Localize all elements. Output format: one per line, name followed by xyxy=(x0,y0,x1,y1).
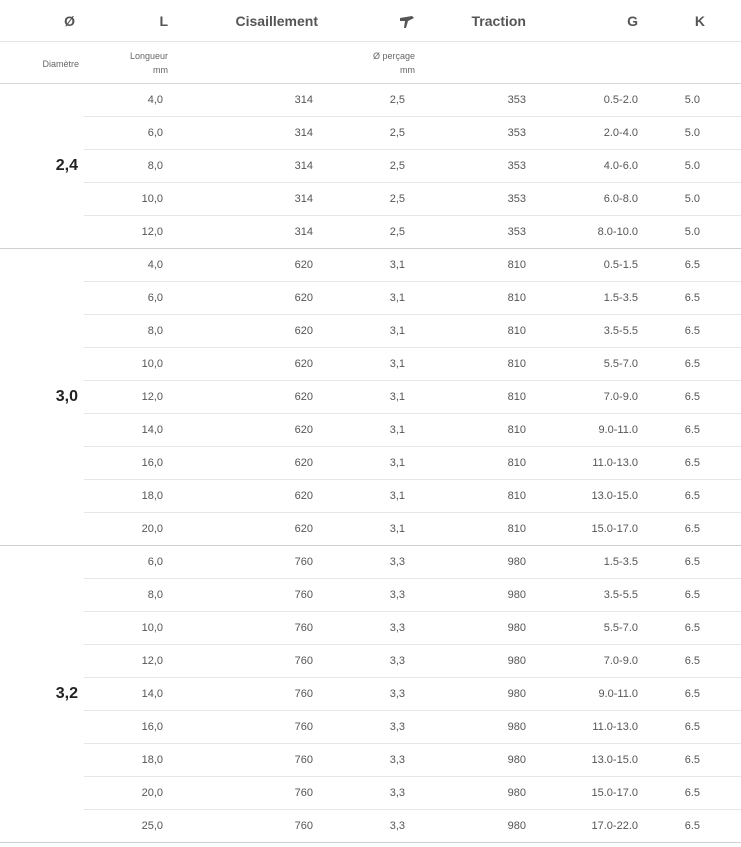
table-row xyxy=(0,579,741,612)
length-subheader-line2: mm xyxy=(153,65,168,75)
length-cell: 6,0 xyxy=(84,546,168,579)
g-cell: 15.0-17.0 xyxy=(526,513,638,546)
g-cell: 11.0-13.0 xyxy=(526,447,638,480)
shear-cell: 760 xyxy=(168,678,320,711)
k-cell: 6.5 xyxy=(638,579,741,612)
drill-cell: 3,1 xyxy=(320,381,415,414)
length-cell: 8,0 xyxy=(84,315,168,348)
shear-cell: 760 xyxy=(168,546,320,579)
shear-cell: 620 xyxy=(168,480,320,513)
traction-cell: 810 xyxy=(415,447,526,480)
g-cell: 6.0-8.0 xyxy=(526,183,638,216)
table-row xyxy=(0,414,741,447)
diameter-cell: 2,4 xyxy=(0,84,84,249)
table-row xyxy=(0,612,741,645)
traction-cell: 353 xyxy=(415,84,526,117)
traction-cell: 980 xyxy=(415,777,526,810)
traction-cell: 980 xyxy=(415,645,526,678)
shear-cell: 314 xyxy=(168,117,320,150)
table-row xyxy=(0,810,741,843)
table-row xyxy=(0,348,741,381)
g-cell: 0.5-2.0 xyxy=(526,84,638,117)
g-cell: 17.0-22.0 xyxy=(526,810,638,843)
shear-cell: 620 xyxy=(168,513,320,546)
length-cell: 14,0 xyxy=(84,678,168,711)
traction-cell: 810 xyxy=(415,513,526,546)
g-cell: 9.0-11.0 xyxy=(526,414,638,447)
traction-cell: 810 xyxy=(415,282,526,315)
length-cell: 16,0 xyxy=(84,447,168,480)
traction-cell: 810 xyxy=(415,414,526,447)
shear-cell: 314 xyxy=(168,84,320,117)
shear-cell: 620 xyxy=(168,315,320,348)
table-row xyxy=(0,315,741,348)
k-cell: 6.5 xyxy=(638,777,741,810)
length-cell: 18,0 xyxy=(84,480,168,513)
drill-cell: 3,3 xyxy=(320,579,415,612)
shear-cell: 760 xyxy=(168,810,320,843)
traction-cell: 810 xyxy=(415,381,526,414)
drill-cell: 3,1 xyxy=(320,282,415,315)
traction-cell: 980 xyxy=(415,612,526,645)
g-cell: 8.0-10.0 xyxy=(526,216,638,249)
g-cell: 1.5-3.5 xyxy=(526,282,638,315)
traction-cell: 980 xyxy=(415,678,526,711)
drill-subheader xyxy=(320,42,415,84)
k-cell: 6.5 xyxy=(638,249,741,282)
length-cell: 6,0 xyxy=(84,282,168,315)
table-row xyxy=(0,678,741,711)
table-row xyxy=(0,216,741,249)
shear-cell: 314 xyxy=(168,216,320,249)
table-row xyxy=(0,447,741,480)
traction-cell: 810 xyxy=(415,348,526,381)
length-cell: 10,0 xyxy=(84,348,168,381)
g-header: G xyxy=(526,0,638,42)
shear-cell: 620 xyxy=(168,381,320,414)
table-row xyxy=(0,744,741,777)
length-cell: 10,0 xyxy=(84,612,168,645)
drill-cell: 3,3 xyxy=(320,546,415,579)
k-cell: 5.0 xyxy=(638,117,741,150)
traction-cell: 980 xyxy=(415,810,526,843)
length-cell: 6,0 xyxy=(84,117,168,150)
drill-cell: 3,3 xyxy=(320,612,415,645)
drill-cell: 3,3 xyxy=(320,777,415,810)
g-cell: 5.5-7.0 xyxy=(526,348,638,381)
traction-cell: 980 xyxy=(415,711,526,744)
k-header: K xyxy=(638,0,741,42)
table-body xyxy=(0,84,741,843)
drill-cell: 3,1 xyxy=(320,348,415,381)
k-cell: 6.5 xyxy=(638,810,741,843)
length-header: L xyxy=(84,0,168,42)
k-cell: 6.5 xyxy=(638,282,741,315)
length-cell: 14,0 xyxy=(84,414,168,447)
k-cell: 5.0 xyxy=(638,84,741,117)
k-cell: 6.5 xyxy=(638,645,741,678)
k-cell: 5.0 xyxy=(638,150,741,183)
drill-cell: 3,3 xyxy=(320,810,415,843)
k-cell: 6.5 xyxy=(638,381,741,414)
table-row xyxy=(0,249,741,282)
diameter-header: Ø xyxy=(0,0,84,42)
k-cell: 6.5 xyxy=(638,612,741,645)
g-cell: 4.0-6.0 xyxy=(526,150,638,183)
diameter-subheader: Diamètre xyxy=(0,42,84,84)
shear-cell: 314 xyxy=(168,150,320,183)
drill-cell: 3,3 xyxy=(320,711,415,744)
traction-cell: 353 xyxy=(415,216,526,249)
k-cell: 6.5 xyxy=(638,414,741,447)
shear-cell: 620 xyxy=(168,282,320,315)
g-cell: 7.0-9.0 xyxy=(526,645,638,678)
table-row xyxy=(0,645,741,678)
length-cell: 4,0 xyxy=(84,84,168,117)
length-cell: 20,0 xyxy=(84,777,168,810)
table-row xyxy=(0,480,741,513)
table-row xyxy=(0,117,741,150)
rivet-tool-icon xyxy=(399,12,415,28)
shear-subheader xyxy=(168,42,320,84)
length-cell: 18,0 xyxy=(84,744,168,777)
drill-header xyxy=(320,0,415,42)
table-row xyxy=(0,546,741,579)
g-cell: 0.5-1.5 xyxy=(526,249,638,282)
drill-cell: 3,3 xyxy=(320,678,415,711)
shear-cell: 760 xyxy=(168,744,320,777)
drill-cell: 3,3 xyxy=(320,645,415,678)
k-cell: 6.5 xyxy=(638,480,741,513)
shear-cell: 760 xyxy=(168,612,320,645)
k-cell: 5.0 xyxy=(638,183,741,216)
drill-subheader-line2: mm xyxy=(400,65,415,75)
traction-header: Traction xyxy=(415,0,526,42)
length-cell: 16,0 xyxy=(84,711,168,744)
table-row xyxy=(0,777,741,810)
drill-cell: 3,1 xyxy=(320,480,415,513)
shear-cell: 620 xyxy=(168,414,320,447)
length-cell: 10,0 xyxy=(84,183,168,216)
g-subheader xyxy=(526,42,638,84)
drill-cell: 3,3 xyxy=(320,744,415,777)
drill-cell: 3,1 xyxy=(320,447,415,480)
table-row xyxy=(0,711,741,744)
traction-subheader xyxy=(415,42,526,84)
traction-cell: 810 xyxy=(415,249,526,282)
table-row xyxy=(0,513,741,546)
g-cell: 1.5-3.5 xyxy=(526,546,638,579)
shear-cell: 760 xyxy=(168,711,320,744)
traction-cell: 353 xyxy=(415,117,526,150)
shear-cell: 760 xyxy=(168,579,320,612)
g-cell: 3.5-5.5 xyxy=(526,315,638,348)
drill-cell: 3,1 xyxy=(320,315,415,348)
table-row xyxy=(0,381,741,414)
drill-cell: 2,5 xyxy=(320,150,415,183)
k-cell: 6.5 xyxy=(638,447,741,480)
g-cell: 9.0-11.0 xyxy=(526,678,638,711)
g-cell: 3.5-5.5 xyxy=(526,579,638,612)
k-cell: 6.5 xyxy=(638,711,741,744)
length-cell: 8,0 xyxy=(84,579,168,612)
traction-cell: 980 xyxy=(415,579,526,612)
length-cell: 25,0 xyxy=(84,810,168,843)
g-cell: 13.0-15.0 xyxy=(526,480,638,513)
length-cell: 12,0 xyxy=(84,216,168,249)
length-subheader xyxy=(84,42,168,84)
drill-cell: 3,1 xyxy=(320,414,415,447)
shear-cell: 314 xyxy=(168,183,320,216)
drill-cell: 2,5 xyxy=(320,183,415,216)
length-cell: 20,0 xyxy=(84,513,168,546)
k-cell: 6.5 xyxy=(638,744,741,777)
table-row xyxy=(0,84,741,117)
header-row xyxy=(0,0,741,42)
drill-cell: 2,5 xyxy=(320,84,415,117)
shear-cell: 620 xyxy=(168,249,320,282)
drill-cell: 2,5 xyxy=(320,117,415,150)
k-cell: 6.5 xyxy=(638,513,741,546)
subheader-row xyxy=(0,42,741,84)
length-cell: 12,0 xyxy=(84,381,168,414)
traction-cell: 353 xyxy=(415,150,526,183)
g-cell: 15.0-17.0 xyxy=(526,777,638,810)
traction-cell: 353 xyxy=(415,183,526,216)
k-cell: 6.5 xyxy=(638,348,741,381)
shear-cell: 760 xyxy=(168,645,320,678)
table-row xyxy=(0,282,741,315)
length-cell: 8,0 xyxy=(84,150,168,183)
g-cell: 5.5-7.0 xyxy=(526,612,638,645)
traction-cell: 810 xyxy=(415,480,526,513)
length-cell: 12,0 xyxy=(84,645,168,678)
length-cell: 4,0 xyxy=(84,249,168,282)
g-cell: 11.0-13.0 xyxy=(526,711,638,744)
k-cell: 6.5 xyxy=(638,678,741,711)
k-cell: 5.0 xyxy=(638,216,741,249)
shear-cell: 620 xyxy=(168,447,320,480)
traction-cell: 980 xyxy=(415,744,526,777)
g-cell: 2.0-4.0 xyxy=(526,117,638,150)
k-cell: 6.5 xyxy=(638,315,741,348)
traction-cell: 980 xyxy=(415,546,526,579)
drill-cell: 2,5 xyxy=(320,216,415,249)
table-row xyxy=(0,150,741,183)
drill-cell: 3,1 xyxy=(320,249,415,282)
diameter-cell: 3,2 xyxy=(0,546,84,843)
k-subheader xyxy=(638,42,741,84)
k-cell: 6.5 xyxy=(638,546,741,579)
length-subheader-line1: Longueur xyxy=(129,51,168,61)
diameter-cell: 3,0 xyxy=(0,249,84,546)
shear-cell: 760 xyxy=(168,777,320,810)
traction-cell: 810 xyxy=(415,315,526,348)
shear-header: Cisaillement xyxy=(168,0,320,42)
g-cell: 7.0-9.0 xyxy=(526,381,638,414)
table-row xyxy=(0,183,741,216)
shear-cell: 620 xyxy=(168,348,320,381)
g-cell: 13.0-15.0 xyxy=(526,744,638,777)
drill-cell: 3,1 xyxy=(320,513,415,546)
drill-subheader-line1: Ø perçage xyxy=(372,51,415,61)
